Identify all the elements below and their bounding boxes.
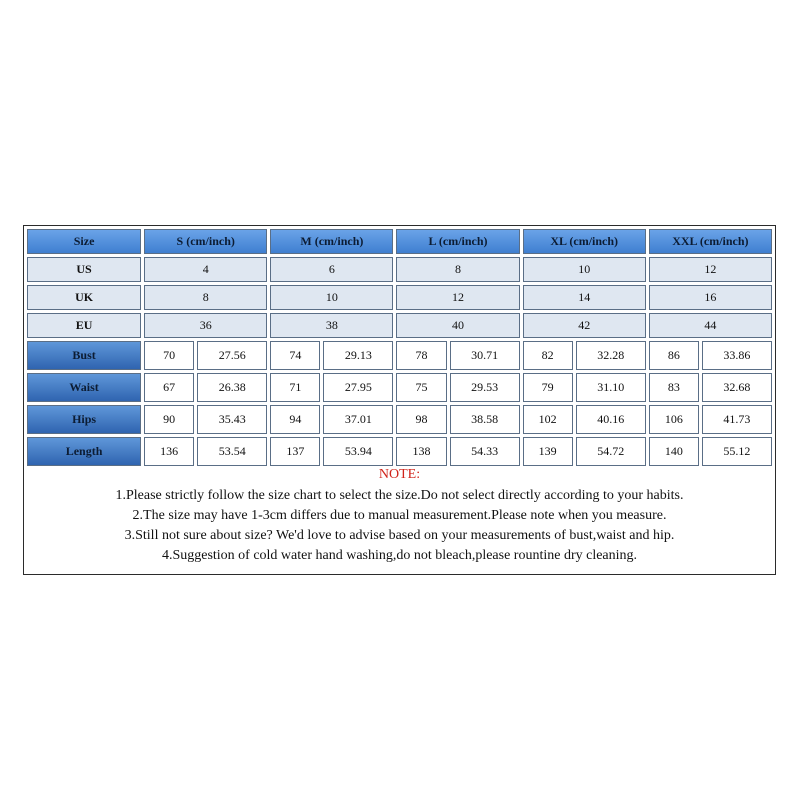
table-cell: 31.10 [576, 373, 646, 402]
measurement-row-length [27, 437, 772, 466]
table-cell: 41.73 [702, 405, 772, 434]
note-line: 3.Still not sure about size? We'd love to advise based on your measurements of bust,waist and hip. [124, 528, 675, 543]
table-cell: 42 [523, 313, 646, 338]
table-cell: 12 [649, 257, 772, 282]
table-cell: 54.33 [450, 437, 520, 466]
table-cell: 27.95 [323, 373, 393, 402]
row-label: Length [27, 437, 141, 466]
table-cell: 10 [523, 257, 646, 282]
table-cell: 32.68 [702, 373, 772, 402]
size-table [24, 226, 775, 469]
table-cell: 4 [144, 257, 267, 282]
table-cell: 74 [270, 341, 320, 370]
region-row-eu [27, 313, 772, 338]
row-label: Bust [27, 341, 141, 370]
table-cell: 14 [523, 285, 646, 310]
table-cell: 138 [396, 437, 446, 466]
table-cell: 82 [523, 341, 573, 370]
row-label: Waist [27, 373, 141, 402]
table-cell: 83 [649, 373, 699, 402]
row-label: UK [27, 285, 141, 310]
table-cell: 38.58 [450, 405, 520, 434]
note-line: 1.Please strictly follow the size chart to select the size.Do not select directly according to your habits. [115, 488, 684, 503]
table-cell: 29.13 [323, 341, 393, 370]
table-cell: 32.28 [576, 341, 646, 370]
header-size-m: M (cm/inch) [270, 229, 393, 254]
table-cell: 29.53 [450, 373, 520, 402]
table-cell: 8 [144, 285, 267, 310]
table-cell: 30.71 [450, 341, 520, 370]
header-size-xxl: XXL (cm/inch) [649, 229, 772, 254]
table-cell: 140 [649, 437, 699, 466]
notes-title: NOTE: [378, 467, 421, 482]
table-cell: 71 [270, 373, 320, 402]
table-cell: 90 [144, 405, 194, 434]
table-cell: 16 [649, 285, 772, 310]
table-cell: 53.94 [323, 437, 393, 466]
table-cell: 35.43 [197, 405, 267, 434]
size-chart [23, 225, 776, 575]
table-cell: 36 [144, 313, 267, 338]
row-label: Hips [27, 405, 141, 434]
table-cell: 44 [649, 313, 772, 338]
table-cell: 102 [523, 405, 573, 434]
table-cell: 40 [396, 313, 519, 338]
table-cell: 40.16 [576, 405, 646, 434]
table-cell: 26.38 [197, 373, 267, 402]
region-row-us [27, 257, 772, 282]
table-cell: 8 [396, 257, 519, 282]
table-cell: 79 [523, 373, 573, 402]
table-cell: 38 [270, 313, 393, 338]
table-cell: 70 [144, 341, 194, 370]
table-cell: 137 [270, 437, 320, 466]
measurement-row-waist [27, 373, 772, 402]
table-cell: 10 [270, 285, 393, 310]
region-row-uk [27, 285, 772, 310]
table-cell: 53.54 [197, 437, 267, 466]
header-size-xl: XL (cm/inch) [523, 229, 646, 254]
table-cell: 78 [396, 341, 446, 370]
table-cell: 67 [144, 373, 194, 402]
table-cell: 12 [396, 285, 519, 310]
note-line: 2.The size may have 1-3cm differs due to manual measurement.Please note when you measure. [132, 508, 667, 523]
table-cell: 37.01 [323, 405, 393, 434]
row-label: US [27, 257, 141, 282]
table-cell: 6 [270, 257, 393, 282]
table-cell: 27.56 [197, 341, 267, 370]
table-cell: 33.86 [702, 341, 772, 370]
table-cell: 54.72 [576, 437, 646, 466]
notes-section [24, 467, 775, 566]
table-cell: 86 [649, 341, 699, 370]
table-cell: 136 [144, 437, 194, 466]
header-size-s: S (cm/inch) [144, 229, 267, 254]
table-cell: 75 [396, 373, 446, 402]
table-cell: 94 [270, 405, 320, 434]
table-cell: 139 [523, 437, 573, 466]
table-cell: 106 [649, 405, 699, 434]
table-cell: 55.12 [702, 437, 772, 466]
table-cell: 98 [396, 405, 446, 434]
header-label: Size [27, 229, 141, 254]
row-label: EU [27, 313, 141, 338]
header-size-l: L (cm/inch) [396, 229, 519, 254]
measurement-row-bust [27, 341, 772, 370]
header-row [27, 229, 772, 254]
note-line: 4.Suggestion of cold water hand washing,do not bleach,please rountine dry cleaning. [161, 548, 638, 563]
measurement-row-hips [27, 405, 772, 434]
